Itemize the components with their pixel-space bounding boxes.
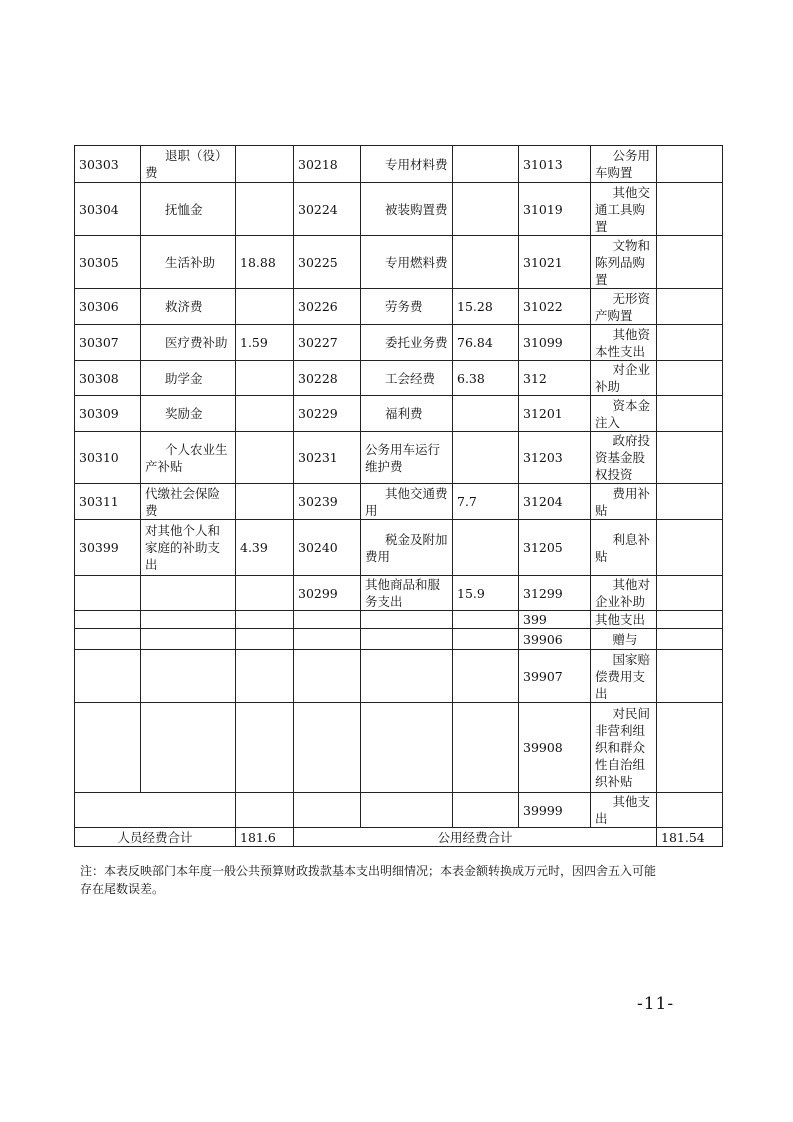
cell-amount: [453, 146, 519, 183]
cell-name: 政府投资基金股权投资: [591, 432, 657, 484]
cell-amount: [657, 793, 723, 828]
cell-code: 30305: [75, 236, 141, 289]
cell-code: 31019: [519, 183, 591, 236]
cell-amount: [236, 703, 294, 793]
cell-name: 资本金注入: [591, 396, 657, 432]
cell-amount: [453, 396, 519, 432]
cell-amount: [236, 396, 294, 432]
cell-amount: [236, 183, 294, 236]
cell-name: [361, 629, 453, 650]
cell-amount: 7.7: [453, 484, 519, 520]
cell-amount: [236, 361, 294, 396]
cell-amount: [657, 396, 723, 432]
cell-amount: [657, 236, 723, 289]
cell-code: 30225: [294, 236, 361, 289]
cell-name: 专用材料费: [361, 146, 453, 183]
cell-code: 30311: [75, 484, 141, 520]
table-row: [75, 703, 723, 793]
cell-name: 代缴社会保险费: [141, 484, 236, 520]
cell-amount: [657, 629, 723, 650]
cell-code: 39999: [519, 793, 591, 828]
personnel-total-value: 181.6: [236, 828, 294, 847]
table-row: [75, 611, 723, 629]
cell-amount: [657, 361, 723, 396]
cell-name: 救济费: [141, 289, 236, 325]
public-total-value: 181.54: [657, 828, 723, 847]
cell-name: 税金及附加费用: [361, 520, 453, 576]
cell-name: [141, 703, 236, 793]
cell-code: 31013: [519, 146, 591, 183]
cell-name: 个人农业生产补贴: [141, 432, 236, 484]
cell-code: [294, 703, 361, 793]
cell-code: 30304: [75, 183, 141, 236]
table-row: [75, 236, 723, 289]
cell-name: 对其他个人和家庭的补助支出: [141, 520, 236, 576]
cell-name: [361, 703, 453, 793]
cell-amount: [657, 146, 723, 183]
cell-amount: [236, 650, 294, 703]
cell-amount: [236, 146, 294, 183]
cell-name: 奖励金: [141, 396, 236, 432]
cell-name: 医疗费补助: [141, 325, 236, 361]
cell-name: 其他支出: [591, 793, 657, 828]
cell-code: 30228: [294, 361, 361, 396]
cell-name: 公务用车购置: [591, 146, 657, 183]
cell-code: 31205: [519, 520, 591, 576]
cell-amount: [657, 432, 723, 484]
cell-amount: [453, 793, 519, 828]
cell-code: [75, 629, 141, 650]
cell-code: 30240: [294, 520, 361, 576]
cell-name: 专用燃料费: [361, 236, 453, 289]
cell-code: 31204: [519, 484, 591, 520]
cell-amount: 18.88: [236, 236, 294, 289]
cell-name: 其他交通工具购置: [591, 183, 657, 236]
cell-amount: [657, 650, 723, 703]
table-row: [75, 289, 723, 325]
cell-code: [75, 703, 141, 793]
cell-amount: [236, 793, 294, 828]
table-row: [75, 576, 723, 611]
cell-code: 312: [519, 361, 591, 396]
cell-amount: [236, 611, 294, 629]
table-row: [75, 484, 723, 520]
cell-name: 助学金: [141, 361, 236, 396]
cell-code: [294, 611, 361, 629]
expenditure-detail-table: [74, 145, 723, 847]
cell-amount: 1.59: [236, 325, 294, 361]
cell-amount: [453, 650, 519, 703]
cell-name: 赠与: [591, 629, 657, 650]
cell-amount: [657, 183, 723, 236]
cell-name: 公务用车运行维护费: [361, 432, 453, 484]
cell-code: [294, 793, 361, 828]
cell-name: 其他支出: [591, 611, 657, 629]
cell-code: 30227: [294, 325, 361, 361]
cell-code: 30399: [75, 520, 141, 576]
table-row: [75, 396, 723, 432]
cell-code: 31099: [519, 325, 591, 361]
cell-name: [141, 576, 236, 611]
cell-amount: 6.38: [453, 361, 519, 396]
cell-code: 30229: [294, 396, 361, 432]
cell-amount: [657, 703, 723, 793]
cell-code: 30226: [294, 289, 361, 325]
cell-code: 30218: [294, 146, 361, 183]
cell-code: 31022: [519, 289, 591, 325]
cell-code: 30239: [294, 484, 361, 520]
table-row: [75, 432, 723, 484]
cell-code: [294, 629, 361, 650]
cell-name: 工会经费: [361, 361, 453, 396]
cell-code: [75, 793, 236, 828]
cell-name: [361, 793, 453, 828]
cell-code: [294, 650, 361, 703]
cell-code: 31299: [519, 576, 591, 611]
cell-amount: [657, 289, 723, 325]
cell-amount: [657, 325, 723, 361]
table-row: [75, 520, 723, 576]
cell-amount: 15.28: [453, 289, 519, 325]
cell-amount: [657, 484, 723, 520]
cell-code: 31201: [519, 396, 591, 432]
cell-code: [75, 650, 141, 703]
cell-amount: [657, 520, 723, 576]
totals-row: [75, 828, 723, 847]
cell-amount: [453, 629, 519, 650]
personnel-total-label: 人员经费合计: [75, 828, 236, 847]
cell-name: 被装购置费: [361, 183, 453, 236]
cell-name: [361, 611, 453, 629]
table-row: [75, 183, 723, 236]
table-row: [75, 793, 723, 828]
page-number: -11-: [637, 994, 675, 1014]
cell-code: 39908: [519, 703, 591, 793]
cell-code: 30224: [294, 183, 361, 236]
table-row: [75, 361, 723, 396]
cell-name: [141, 611, 236, 629]
cell-name: 抚恤金: [141, 183, 236, 236]
cell-name: 其他资本性支出: [591, 325, 657, 361]
cell-amount: 4.39: [236, 520, 294, 576]
cell-name: [141, 650, 236, 703]
cell-code: 39907: [519, 650, 591, 703]
cell-name: 其他商品和服务支出: [361, 576, 453, 611]
cell-amount: 15.9: [453, 576, 519, 611]
cell-code: 31021: [519, 236, 591, 289]
cell-code: 399: [519, 611, 591, 629]
cell-amount: [453, 236, 519, 289]
table-row: [75, 146, 723, 183]
cell-amount: [657, 611, 723, 629]
cell-name: 生活补助: [141, 236, 236, 289]
cell-code: 30299: [294, 576, 361, 611]
cell-code: 30231: [294, 432, 361, 484]
cell-code: 30306: [75, 289, 141, 325]
cell-name: 国家赔偿费用支出: [591, 650, 657, 703]
cell-amount: [236, 289, 294, 325]
cell-amount: [236, 432, 294, 484]
table-footnote: 注：本表反映部门本年度一般公共预算财政拨款基本支出明细情况；本表金额转换成万元时，因四舍五入可能存在尾数误差。: [80, 864, 657, 896]
cell-code: [75, 576, 141, 611]
cell-amount: [453, 611, 519, 629]
cell-amount: 76.84: [453, 325, 519, 361]
cell-name: 劳务费: [361, 289, 453, 325]
table-row: [75, 325, 723, 361]
cell-amount: [453, 520, 519, 576]
cell-name: 利息补贴: [591, 520, 657, 576]
cell-code: 30307: [75, 325, 141, 361]
cell-code: 31203: [519, 432, 591, 484]
cell-code: 30309: [75, 396, 141, 432]
cell-name: 文物和陈列品购置: [591, 236, 657, 289]
cell-name: 费用补贴: [591, 484, 657, 520]
cell-amount: [453, 183, 519, 236]
cell-amount: [236, 484, 294, 520]
cell-amount: [236, 576, 294, 611]
cell-amount: [453, 432, 519, 484]
cell-code: 30303: [75, 146, 141, 183]
cell-code: 30310: [75, 432, 141, 484]
cell-name: [361, 650, 453, 703]
cell-code: [75, 611, 141, 629]
cell-name: [141, 629, 236, 650]
cell-name: 其他交通费用: [361, 484, 453, 520]
table-row: [75, 650, 723, 703]
cell-name: 委托业务费: [361, 325, 453, 361]
cell-amount: [657, 576, 723, 611]
table-row: [75, 629, 723, 650]
cell-name: 对企业补助: [591, 361, 657, 396]
cell-name: 福利费: [361, 396, 453, 432]
cell-amount: [236, 629, 294, 650]
cell-name: 无形资产购置: [591, 289, 657, 325]
cell-name: 其他对企业补助: [591, 576, 657, 611]
cell-name: 对民间非营利组织和群众性自治组织补贴: [591, 703, 657, 793]
cell-name: 退职（役）费: [141, 146, 236, 183]
cell-code: 39906: [519, 629, 591, 650]
cell-code: 30308: [75, 361, 141, 396]
cell-amount: [453, 703, 519, 793]
public-total-label: 公用经费合计: [294, 828, 657, 847]
